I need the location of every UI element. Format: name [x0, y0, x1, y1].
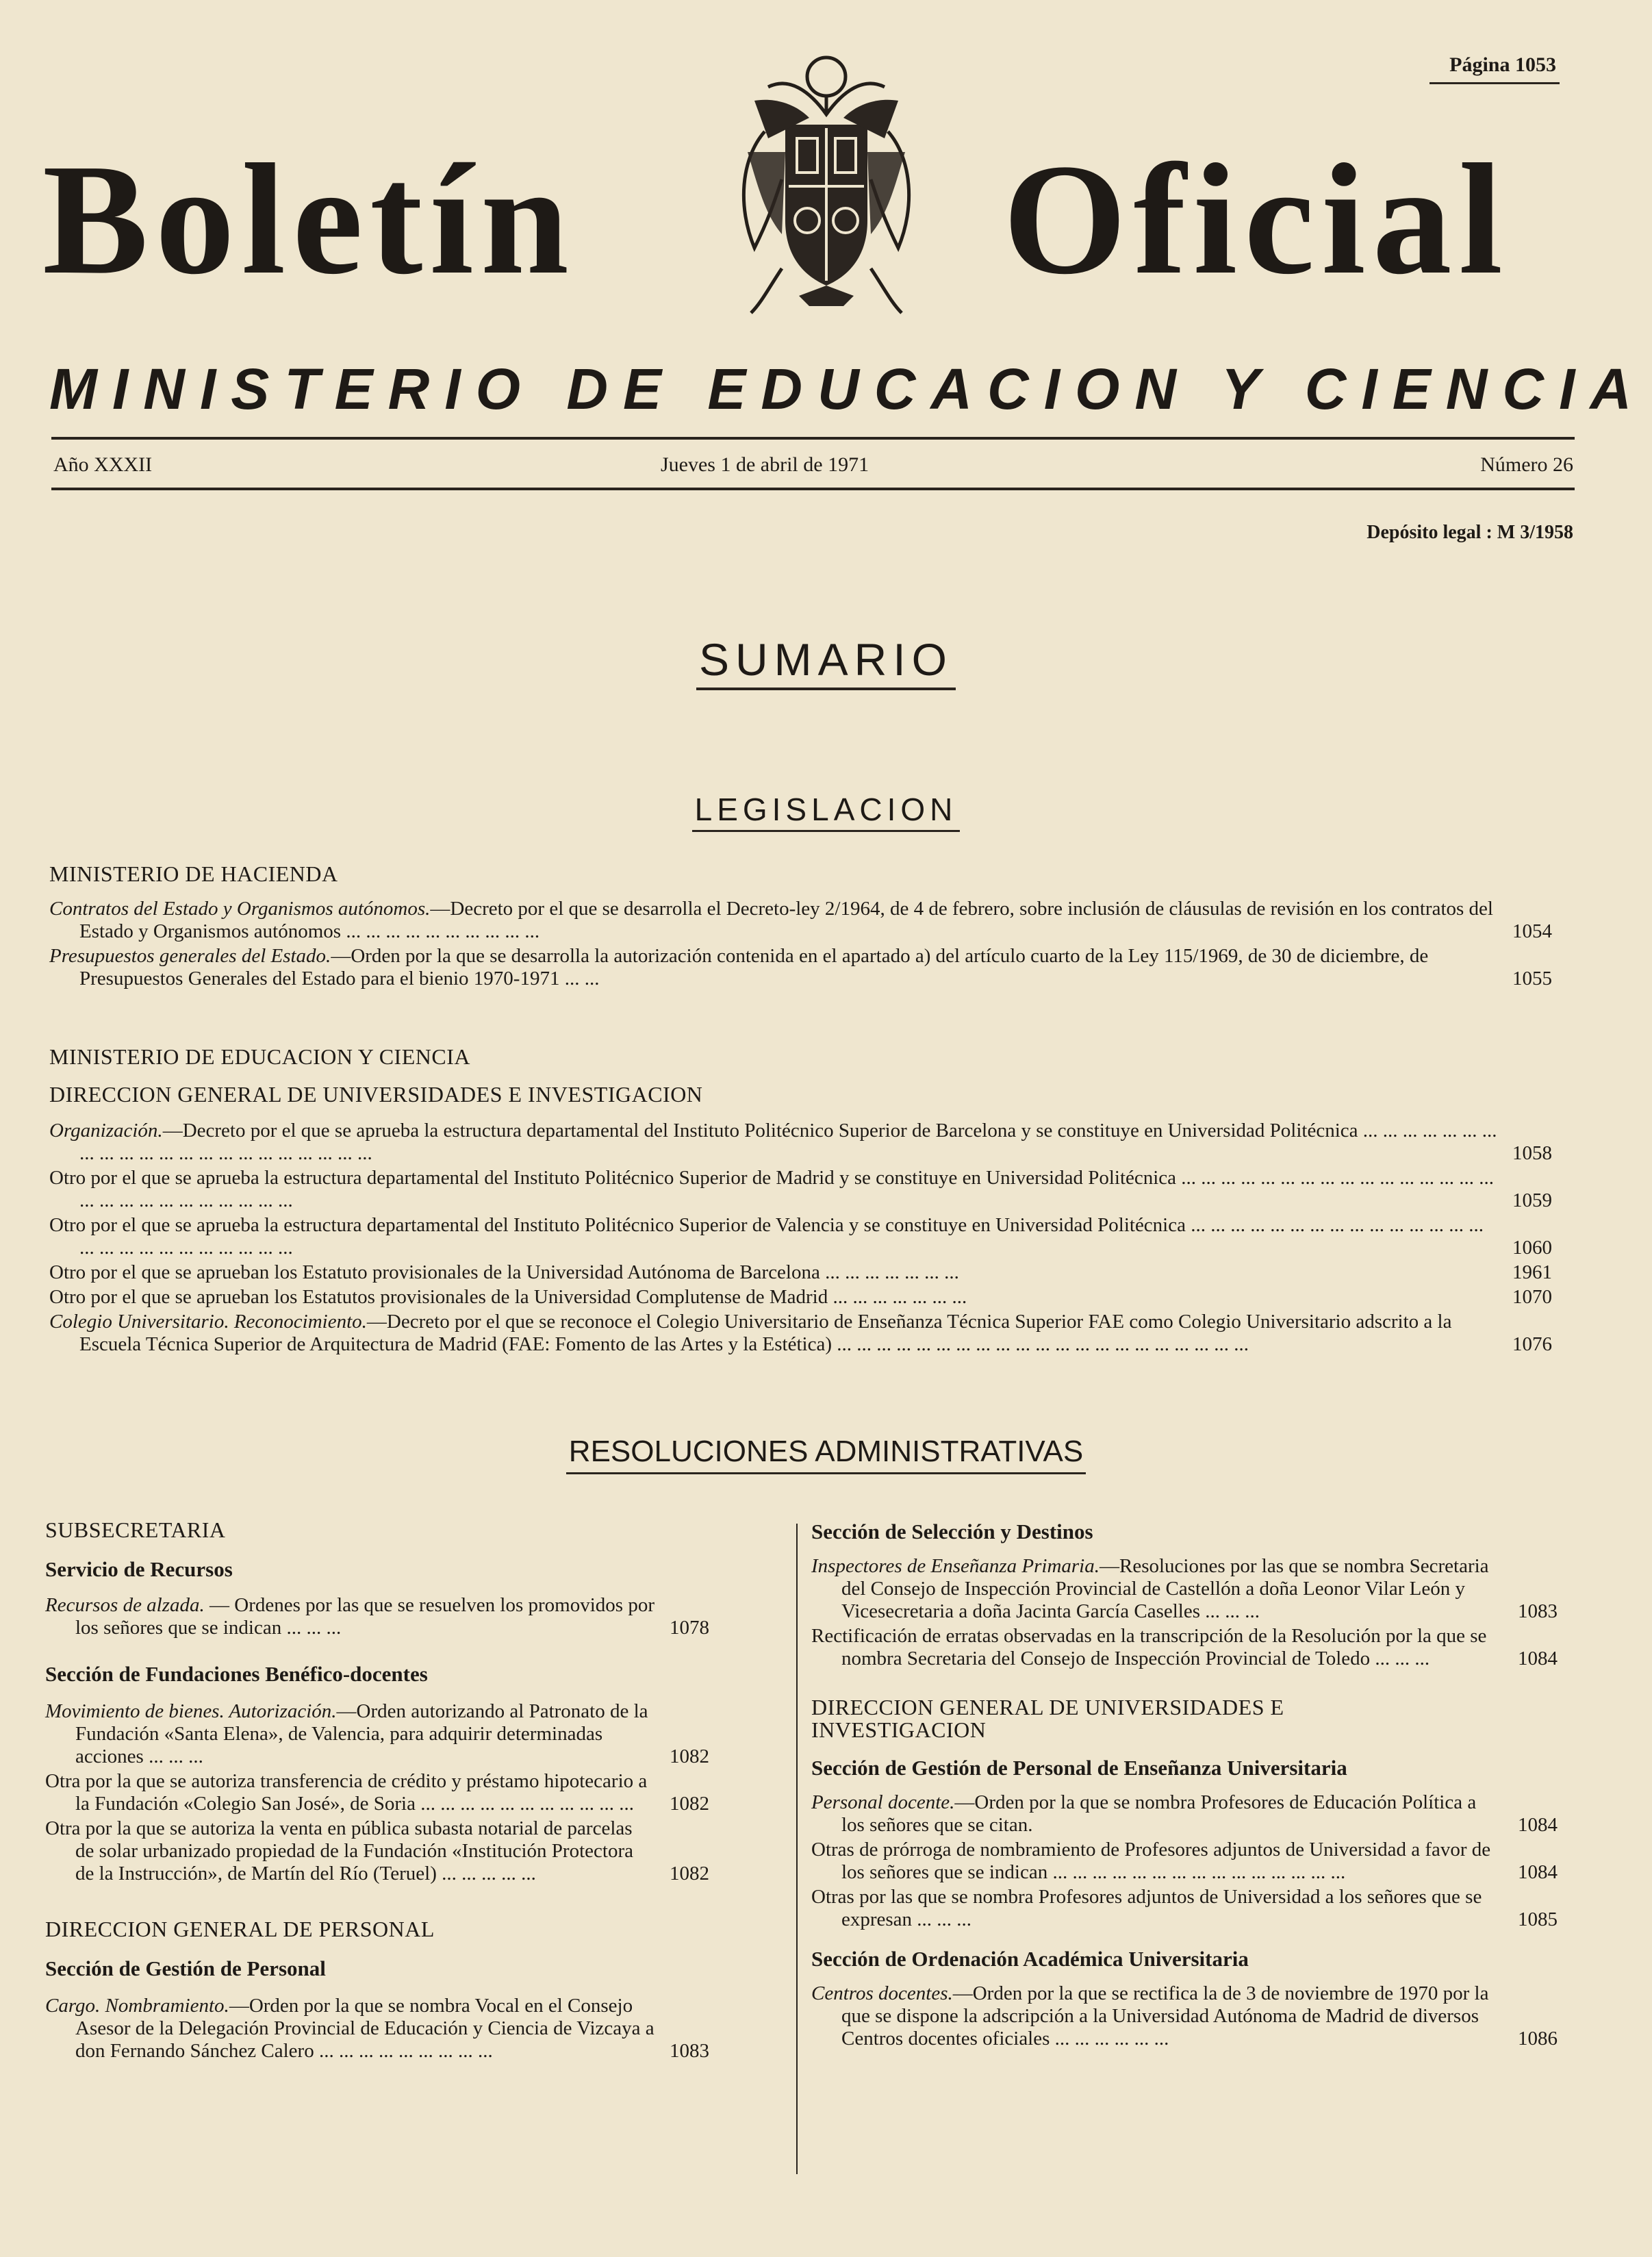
list-item: Centros docentes.—Orden por la que se rectifica la de 3 de noviembre de 1970 por la que se dispone la adscripción a la Universidad Autónoma de Madrid de diversos Centros docentes oficiales ... ... ... ... ... ... 1086	[811, 1982, 1558, 2050]
hacienda-section	[49, 863, 1552, 992]
page-ref: 1083	[1518, 1600, 1558, 1622]
section-heading: MINISTERIO DE EDUCACION Y CIENCIA	[49, 1044, 470, 1069]
page-ref: 1961	[1512, 1261, 1552, 1283]
list-item: Otra por la que se autoriza transferencia de crédito y préstamo hipotecario a la Fundación «Colegio San José», de Soria ... ... ... ... ... ... ... ... ... ... ... 1082	[45, 1770, 709, 1815]
page-ref: 1086	[1518, 2028, 1558, 2050]
page-ref: 1054	[1512, 920, 1552, 942]
list-item: Organización.—Decreto por el que se aprueba la estructura departamental del Instituto Politécnico Superior de Barcelona y se constituye en Universidad Politécnica ... ... ... ... ... ... ... ... ... ... ... ... ... ... ... ... ... ... ... ... ... ... 1058	[49, 1120, 1552, 1164]
educacion-section	[49, 1046, 1552, 1358]
list-item: Otra por la que se autoriza la venta en pública subasta notarial de parcelas de solar urbanizado propiedad de la Fundación «Institución Protectora de la Instrucción», de Martín del Río (Teruel) ... ... ... ... ... 1082	[45, 1817, 709, 1884]
subsection-heading: Servicio de Recursos	[45, 1557, 233, 1581]
coat-of-arms-eagle-icon	[727, 49, 926, 323]
page-ref: 1076	[1512, 1333, 1552, 1355]
list-item: Movimiento de bienes. Autorización.—Orden autorizando al Patronato de la Fundación «Santa Elena», de Valencia, para adquirir determinadas acciones ... ... ... 1082	[45, 1700, 709, 1767]
page-ref: 1084	[1518, 1861, 1558, 1883]
list-item: Presupuestos generales del Estado.—Orden por la que se desarrolla la autorización contenida en el apartado a) del artículo cuarto de la Ley 115/1969, de 30 de diciembre, de Presupuestos Generales del Estado para el bienio 1970-1971 ... ... 1055	[49, 945, 1552, 989]
legislation-heading: LEGISLACION	[0, 791, 1652, 828]
list-item: Colegio Universitario. Reconocimiento.—Decreto por el que se reconoce el Colegio Universitario de Enseñanza Técnica Superior FAE como Colegio Universitario adscrito a la Escuela Técnica Superior de Arquitectura de Madrid (FAE: Fomento de las Artes y la Estética) ... ... ... ... ... ... ... ... ... ... ... ... ... ... ... ... ... ... ... ... ... 1076	[49, 1311, 1552, 1355]
list-item: Contratos del Estado y Organismos autónomos.—Decreto por el que se desarrolla el Decreto-ley 2/1964, de 4 de febrero, sobre inclusión de cláusulas de revisión en los contratos del Estado y Organismos autónomos ... ... ... ... ... ... ... ... ... ... 1054	[49, 898, 1552, 942]
page-ref: 1055	[1512, 968, 1552, 989]
page-ref: 1082	[670, 1745, 709, 1767]
page-ref: 1070	[1512, 1286, 1552, 1308]
list-item: Cargo. Nombramiento.—Orden por la que se nombra Vocal en el Consejo Asesor de la Delegación Provincial de Educación y Ciencia de Vizcaya a don Fernando Sánchez Calero ... ... ... ... ... ... ... ... ... 1083	[45, 1995, 709, 2062]
page-ref: 1084	[1518, 1814, 1558, 1836]
page-ref: 1078	[670, 1617, 709, 1639]
column-divider	[796, 1524, 798, 2174]
section-heading: DIRECCION GENERAL DE UNIVERSIDADES E INVESTIGACION	[811, 1695, 1284, 1742]
issue-date: Jueves 1 de abril de 1971	[661, 453, 869, 476]
list-item: Otro por el que se aprueban los Estatuto provisionales de la Universidad Autónoma de Barcelona ... ... ... ... ... ... ... 1961	[49, 1261, 1552, 1283]
subsection-heading: Sección de Ordenación Académica Universitaria	[811, 1947, 1249, 1971]
list-item: Otras por las que se nombra Profesores adjuntos de Universidad a los señores que se expresan ... ... ... 1085	[811, 1886, 1558, 1930]
section-heading: MINISTERIO DE HACIENDA	[49, 861, 338, 886]
header-rule-top	[51, 437, 1575, 440]
year-label: Año XXXII	[53, 453, 153, 476]
page-number-label: Página 1053	[1449, 53, 1556, 76]
section-heading: SUBSECRETARIA	[45, 1517, 226, 1542]
subsection-heading: Sección de Selección y Destinos	[811, 1520, 1093, 1543]
issue-number: Número 26	[1480, 453, 1573, 476]
list-item: Personal docente.—Orden por la que se nombra Profesores de Educación Política a los señores que se citan. 1084	[811, 1791, 1558, 1836]
page-number-underline	[1429, 82, 1560, 84]
page-ref: 1058	[1512, 1142, 1552, 1164]
list-item: Inspectores de Enseñanza Primaria.—Resoluciones por las que se nombra Secretaria del Consejo de Inspección Provincial de Castellón a doña Leonor Vilar León y Vicesecretaria a doña Jacinta García Caselles ... ... ... 1083	[811, 1555, 1558, 1622]
resolutions-left-column	[45, 1519, 709, 2065]
page-ref: 1082	[670, 1863, 709, 1884]
list-item: Otro por el que se aprueba la estructura departamental del Instituto Politécnico Superior de Valencia y se constituye en Universidad Politécnica ... ... ... ... ... ... ... ... ... ... ... ... ... ... ... ... ... ... ... ... ... ... ... ... ... ... 1060	[49, 1214, 1552, 1259]
page-ref: 1083	[670, 2040, 709, 2062]
page-ref: 1082	[670, 1793, 709, 1815]
page-ref: 1060	[1512, 1237, 1552, 1259]
legal-deposit: Depósito legal : M 3/1958	[1367, 522, 1573, 543]
summary-heading: SUMARIO	[0, 633, 1652, 685]
masthead-title-left: Boletín	[42, 131, 576, 307]
list-item: Recursos de alzada. — Ordenes por las que se resuelven los promovidos por los señores que se indican ... ... ... 1078	[45, 1594, 709, 1639]
section-heading: DIRECCION GENERAL DE PERSONAL	[45, 1917, 435, 1941]
subsection-heading: Sección de Fundaciones Benéfico-docentes	[45, 1662, 428, 1686]
page-ref: 1059	[1512, 1189, 1552, 1211]
list-item: Otro por el que se aprueban los Estatutos provisionales de la Universidad Complutense de Madrid ... ... ... ... ... ... ... 1070	[49, 1286, 1552, 1308]
subsection-heading: Sección de Gestión de Personal de Enseñanza Universitaria	[811, 1756, 1347, 1780]
resolutions-heading: RESOLUCIONES ADMINISTRATIVAS	[0, 1435, 1652, 1469]
masthead-title-right: Oficial	[1003, 131, 1510, 307]
page-ref: 1085	[1518, 1908, 1558, 1930]
list-item: Rectificación de erratas observadas en la transcripción de la Resolución por la que se nombra Secretaria del Consejo de Inspección Provincial de Toledo ... ... ... 1084	[811, 1625, 1558, 1669]
list-item: Otras de prórroga de nombramiento de Profesores adjuntos de Universidad a favor de los señores que se indican ... ... ... ... ... ... ... ... ... ... ... ... ... ... ... 1084	[811, 1839, 1558, 1883]
section-subheading: DIRECCION GENERAL DE UNIVERSIDADES E INVESTIGACION	[49, 1082, 703, 1107]
page-ref: 1084	[1518, 1648, 1558, 1669]
ministry-name: MINISTERIO DE EDUCACION Y CIENCIA	[49, 357, 1647, 421]
list-item: Otro por el que se aprueba la estructura departamental del Instituto Politécnico Superior de Madrid y se constituye en Universidad Politécnica ... ... ... ... ... ... ... ... ... ... ... ... ... ... ... ... ... ... ... ... ... ... ... ... ... ... ... 1059	[49, 1167, 1552, 1211]
header-rule-bottom	[51, 488, 1575, 490]
subsection-heading: Sección de Gestión de Personal	[45, 1956, 326, 1980]
resolutions-right-column	[811, 1520, 1558, 2052]
